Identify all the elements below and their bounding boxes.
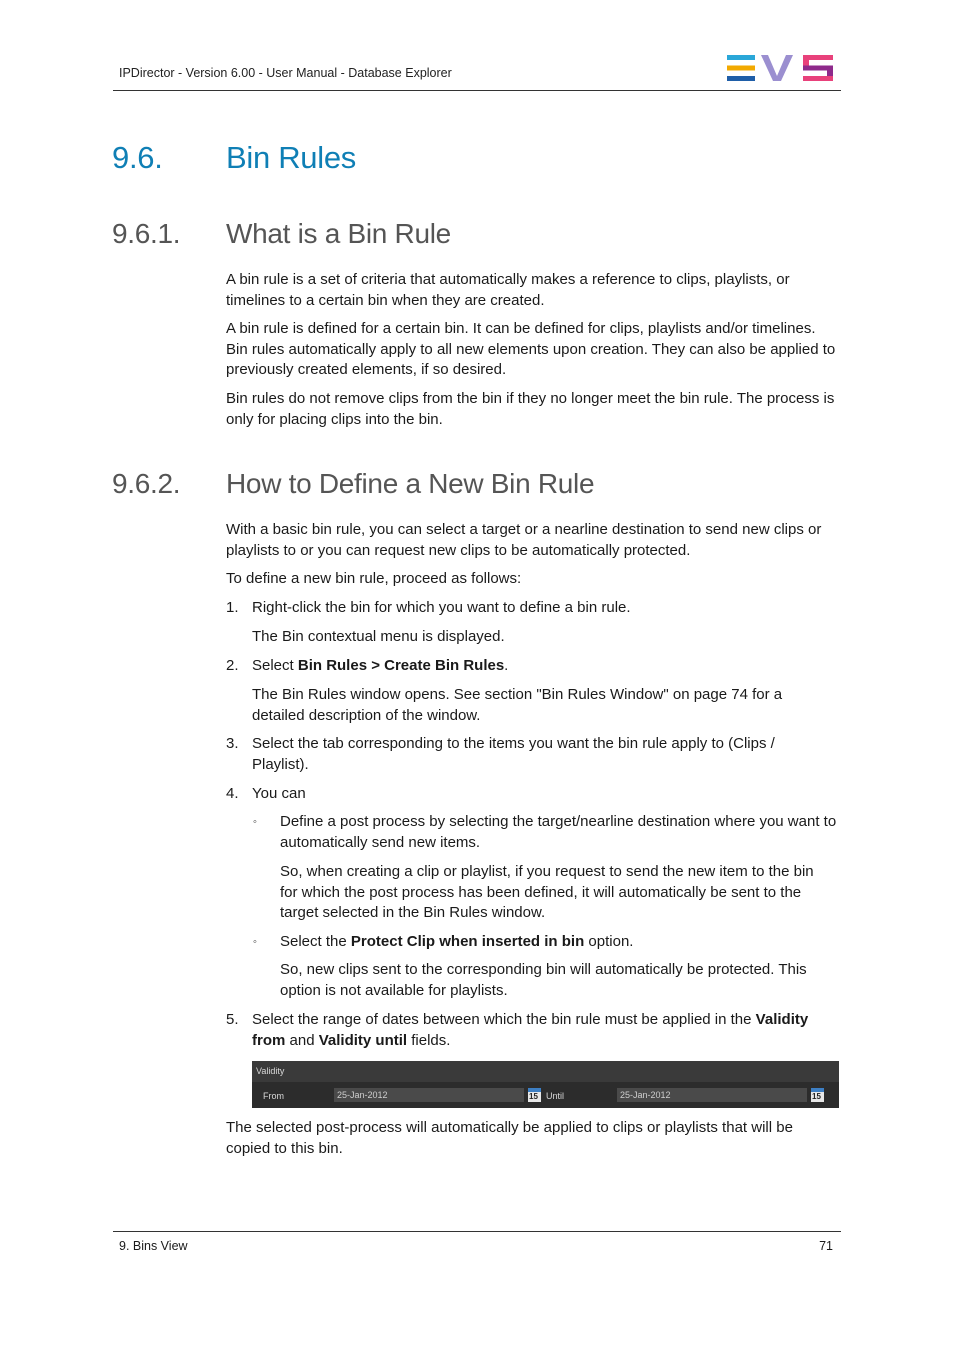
validity-row <box>252 1082 839 1108</box>
footer-chapter: 9. Bins View <box>119 1239 188 1253</box>
section-heading: 9.6. Bin Rules <box>112 140 356 175</box>
until-label: Until <box>546 1091 565 1101</box>
page-header <box>113 48 841 91</box>
step-text: Select the tab corresponding to the items you want the bin rule apply to (Clips / Playlist). <box>252 735 775 773</box>
step-number: 3. <box>226 735 239 752</box>
ui-path: Bin Rules > Create Bin Rules <box>297 657 505 674</box>
subsection-heading-how: 9.6.2. How to Define a New Bin Rule <box>112 468 595 499</box>
step-number: 5. <box>226 1011 239 1028</box>
paragraph: The selected post-process will automatically be applied to clips or playlists that will be copied to this bin. <box>226 1119 793 1157</box>
step-text: You can <box>252 785 306 802</box>
bullet-marker: ◦ <box>253 936 257 948</box>
step-note: The Bin Rules window opens. See section "Bin Rules Window" on page 74 for a detailed description of the window. <box>252 686 783 724</box>
step-text: Select Bin Rules > Create Bin Rules. <box>252 657 509 674</box>
paragraph: A bin rule is defined for a certain bin. It can be defined for clips, playlists and/or timelines. Bin rules automatically apply to all new elements upon creation. They can also be applied to previously created elements, if so desired. <box>226 320 836 379</box>
evs-logo <box>727 54 835 82</box>
validity-until-field[interactable]: 25-Jan-2012 <box>617 1088 807 1102</box>
paragraph: Bin rules do not remove clips from the bin if they no longer meet the bin rule. The process is only for placing clips into the bin. <box>226 390 835 428</box>
bullet-note: So, new clips sent to the corresponding bin will automatically be protected. This option is not available for playlists. <box>280 961 807 999</box>
validity-panel-screenshot <box>252 1061 839 1108</box>
calendar-icon[interactable]: 15 <box>811 1088 824 1102</box>
bullet-text: Define a post process by selecting the target/nearline destination where you want to automatically send new items. <box>280 813 837 851</box>
header-title: IPDirector - Version 6.00 - User Manual - Database Explorer <box>119 66 452 80</box>
step-number: 4. <box>226 785 239 802</box>
step-text: Right-click the bin for which you want to define a bin rule. <box>252 599 631 616</box>
page-footer <box>113 1231 841 1253</box>
calendar-icon[interactable]: 15 <box>528 1088 541 1102</box>
bullet-note: So, when creating a clip or playlist, if you request to send the new item to the bin for which the post process has been defined, it will automatically be sent to the target selected in the Bin Rules window. <box>280 863 814 922</box>
validity-heading: Validity <box>256 1066 285 1076</box>
subsection-heading-what: 9.6.1. What is a Bin Rule <box>112 218 451 249</box>
paragraph: To define a new bin rule, proceed as follows: <box>226 570 522 587</box>
step-text: Select the range of dates between which the bin rule must be applied in the Validity from and Validity until fields. <box>252 1011 809 1049</box>
bullet-text: Select the Protect Clip when inserted in bin option. <box>280 933 634 950</box>
bullet-marker: ◦ <box>253 816 257 828</box>
step-number: 1. <box>226 599 239 616</box>
option-name: Protect Clip when inserted in bin <box>350 933 585 950</box>
paragraph: A bin rule is a set of criteria that automatically makes a reference to clips, playlists, or timelines to a certain bin when they are created. <box>226 271 790 309</box>
from-label: From <box>263 1091 284 1101</box>
step-note: The Bin contextual menu is displayed. <box>252 628 505 645</box>
step-number: 2. <box>226 657 239 674</box>
paragraph: With a basic bin rule, you can select a target or a nearline destination to send new clips or playlists to or you can request new clips to be automatically protected. <box>226 521 822 559</box>
validity-from-field[interactable]: 25-Jan-2012 <box>334 1088 524 1102</box>
page-number: 71 <box>819 1239 833 1253</box>
